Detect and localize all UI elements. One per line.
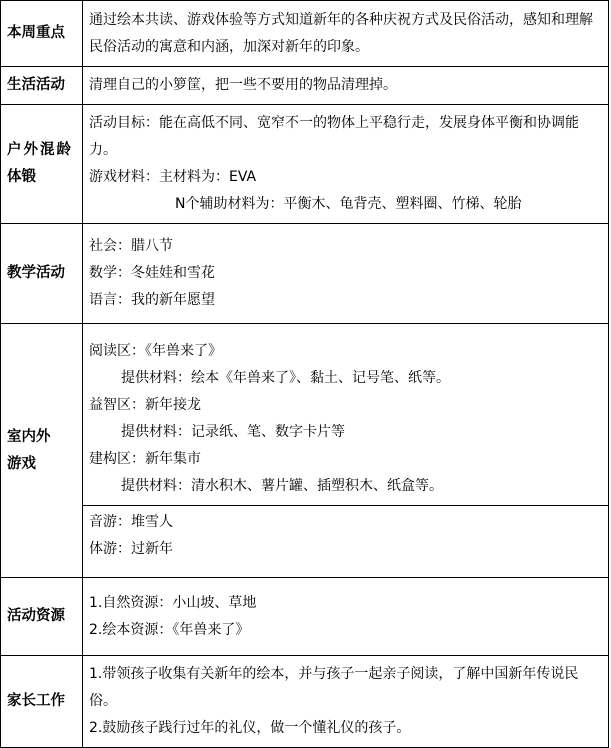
label-weekly-focus: 本周重点 — [1, 1, 83, 67]
parent-item: 1.带领孩子收集有关新年的绘本，并与孩子一起亲子阅读，了解中国新年传说民俗。 — [89, 666, 579, 709]
teaching-item: 数学：冬娃娃和雪花 — [89, 265, 215, 281]
outdoor-goal: 活动目标：能在高低不同、宽窄不一的物体上平稳行走，发展身体平衡和协调能力。 — [89, 115, 579, 158]
sport-game: 体游：过新年 — [89, 541, 173, 557]
outdoor-exercise-content — [83, 105, 609, 224]
weekly-focus-paragraph: 通过绘本共读、游戏体验等方式知道新年的各种庆祝方式及民俗活动，感知和理解民俗活动的寓意和内涵，加深对新年的印象。 — [89, 11, 593, 55]
games-content — [83, 324, 609, 578]
activity-resources-list — [83, 578, 609, 656]
resource-item: 2.绘本资源：《年兽来了》 — [89, 621, 250, 638]
outdoor-materials-main: 游戏材料：主材料为：EVA — [89, 169, 257, 185]
row-activity-resources — [1, 578, 609, 656]
music-game: 音游：堆雪人 — [89, 514, 173, 530]
row-parent-work — [1, 656, 609, 748]
teaching-item: 社会：腊八节 — [89, 238, 173, 254]
label-life-activity: 生活活动 — [1, 67, 83, 105]
row-indoor-outdoor-games — [1, 324, 609, 578]
label-outdoor-line1: 户外混龄 — [7, 142, 73, 158]
label-games-line1: 室内外 — [7, 428, 51, 445]
build-materials: 提供材料：清水积木、薯片罐、插塑积木、纸盒等。 — [121, 478, 443, 494]
row-outdoor-exercise — [1, 105, 609, 224]
row-life-activity — [1, 67, 609, 105]
puzzle-area: 益智区：新年接龙 — [89, 397, 201, 413]
row-weekly-focus — [1, 1, 609, 67]
puzzle-materials: 提供材料：记录纸、笔、数字卡片等 — [121, 424, 345, 440]
teaching-item: 语言：我的新年愿望 — [89, 292, 215, 308]
life-activity-line: 清理自己的小箩筐，把一些不要用的物品清理掉。 — [89, 77, 397, 93]
label-outdoor-exercise — [1, 105, 83, 224]
weekly-focus-text — [83, 1, 609, 67]
reading-materials: 提供材料：绘本《年兽来了》、黏土、记号笔、纸等。 — [121, 370, 450, 386]
outdoor-materials-aux: N个辅助材料为：平衡木、龟背壳、塑料圈、竹梯、轮胎 — [175, 196, 522, 212]
label-games — [1, 324, 83, 578]
label-parent-work: 家长工作 — [1, 656, 83, 748]
label-activity-resources: 活动资源 — [1, 578, 83, 656]
games-subsection — [83, 505, 608, 563]
label-games-line2: 游戏 — [7, 455, 36, 472]
label-outdoor-line2: 体锻 — [7, 169, 36, 185]
teaching-activity-list — [83, 224, 609, 324]
parent-work-list — [83, 656, 609, 748]
label-teaching-activity: 教学活动 — [1, 224, 83, 324]
row-teaching-activity — [1, 224, 609, 324]
life-activity-text — [83, 67, 609, 105]
reading-area: 阅读区：《年兽来了》 — [89, 343, 222, 359]
resource-item: 1.自然资源：小山坡、草地 — [89, 594, 257, 611]
parent-item: 2.鼓励孩子践行过年的礼仪，做一个懂礼仪的孩子。 — [89, 720, 411, 736]
build-area: 建构区：新年集市 — [89, 451, 201, 467]
